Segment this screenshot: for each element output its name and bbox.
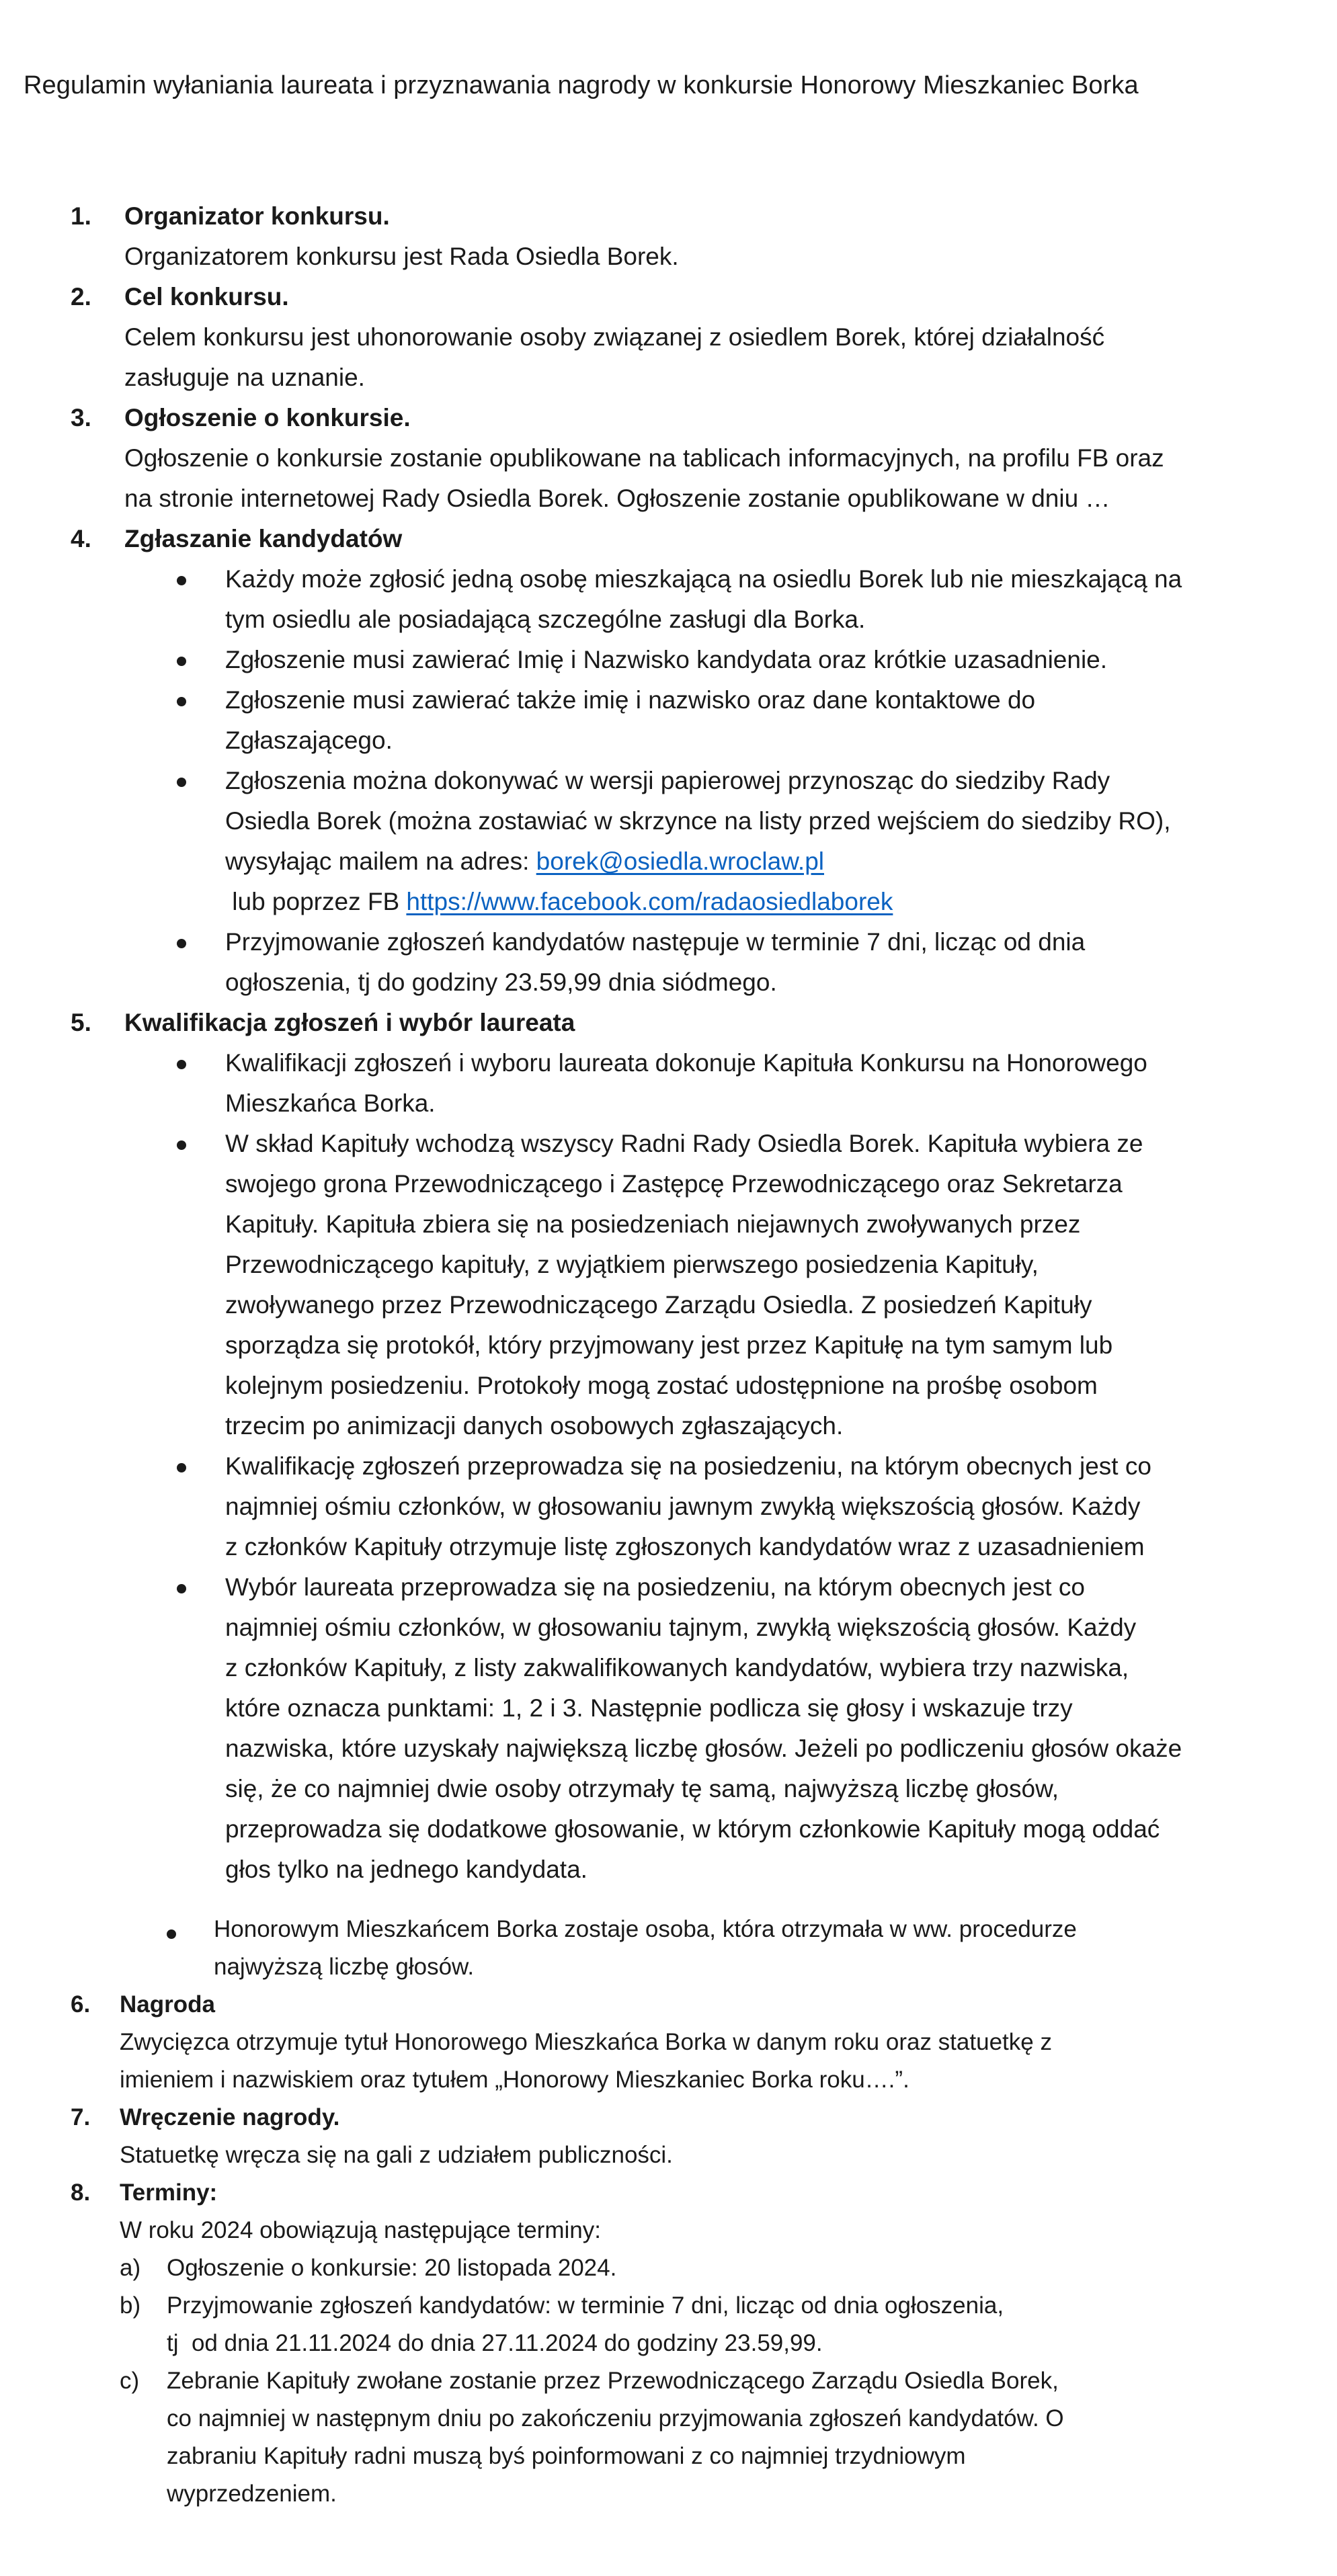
section-number: 5. (71, 1009, 91, 1036)
bullet-icon (177, 657, 186, 666)
bullet-text: Wybór laureata przeprowadza się na posiedzeniu, na którym obecnych jest co (225, 1573, 1085, 1601)
bullet-text: Honorowym Mieszkańcem Borka zostaje osoba, która otrzymała w ww. procedurze (214, 1916, 1077, 1942)
bullet-icon (177, 697, 186, 706)
bullet-text: swojego grona Przewodniczącego i Zastępcę Przewodniczącego oraz Sekretarza (225, 1170, 1123, 1198)
bullet-text: głos tylko na jednego kandydata. (225, 1856, 588, 1883)
item-text: Ogłoszenie o konkursie: 20 listopada 2024. (167, 2255, 617, 2281)
section-text: Celem konkursu jest uhonorowanie osoby związanej z osiedlem Borek, której działalność (124, 323, 1105, 351)
bullet-icon (177, 1140, 186, 1150)
bullet-text: najmniej ośmiu członków, w głosowaniu tajnym, zwykłą większością głosów. Każdy (225, 1614, 1137, 1641)
item-text: zabraniu Kapituły radni muszą byś poinformowani z co najmniej trzydniowym (167, 2443, 966, 2469)
section-text: zasługuje na uznanie. (124, 364, 365, 391)
bullet-text: Przyjmowanie zgłoszeń kandydatów następuje w terminie 7 dni, licząc od dnia (225, 928, 1086, 956)
section-heading: Wręczenie nagrody. (120, 2104, 340, 2130)
bullet-text (225, 887, 893, 917)
bullet-text: które oznacza punktami: 1, 2 i 3. Następnie podlicza się głosy i wskazuje trzy (225, 1694, 1073, 1722)
fb-prefix: lub poprzez FB (225, 888, 407, 915)
section-text: Ogłoszenie o konkursie zostanie opublikowane na tablicach informacyjnych, na profilu FB oraz (124, 444, 1164, 472)
item-text: co najmniej w następnym dniu po zakończeniu przyjmowania zgłoszeń kandydatów. O (167, 2405, 1064, 2432)
bullet-text: przeprowadza się dodatkowe głosowanie, w którym członkowie Kapituły mogą oddać (225, 1815, 1160, 1843)
section-number: 7. (71, 2104, 91, 2130)
item-letter: c) (120, 2368, 140, 2394)
bullet-text: Przewodniczącego kapituły, z wyjątkiem pierwszego posiedzenia Kapituły, (225, 1251, 1039, 1278)
bullet-text: Zgłaszającego. (225, 726, 393, 754)
bullet-text: trzecim po animizacji danych osobowych zgłaszających. (225, 1412, 844, 1440)
section-heading: Zgłaszanie kandydatów (124, 525, 403, 552)
item-text: Przyjmowanie zgłoszeń kandydatów: w terminie 7 dni, licząc od dnia ogłoszenia, (167, 2292, 1004, 2319)
section-heading: Kwalifikacja zgłoszeń i wybór laureata (124, 1009, 575, 1036)
section-text: Statuetkę wręcza się na gali z udziałem publiczności. (120, 2142, 673, 2168)
bullet-icon (177, 1584, 186, 1593)
bullet-icon (177, 1463, 186, 1472)
bullet-text: Zgłoszenia można dokonywać w wersji papierowej przynosząc do siedziby Rady (225, 767, 1110, 794)
bullet-icon (177, 1060, 186, 1069)
section-heading: Organizator konkursu. (124, 202, 390, 230)
section-text: W roku 2024 obowiązują następujące terminy: (120, 2217, 601, 2243)
bullet-text: się, że co najmniej dwie osoby otrzymały tę samą, najwyższą liczbę głosów, (225, 1775, 1059, 1802)
section-number: 6. (71, 1991, 91, 2018)
bullet-text: najwyższą liczbę głosów. (214, 1954, 475, 1980)
section-text: Zwycięzca otrzymuje tytuł Honorowego Mieszkańca Borka w danym roku oraz statuetkę z (120, 2029, 1052, 2055)
section-heading: Nagroda (120, 1991, 215, 2018)
bullet-text: sporządza się protokół, który przyjmowany jest przez Kapitułę na tym samym lub (225, 1331, 1113, 1359)
section-number: 2. (71, 283, 91, 310)
bullet-text: najmniej ośmiu członków, w głosowaniu jawnym zwykłą większością głosów. Każdy (225, 1493, 1141, 1520)
bullet-text: z członków Kapituły otrzymuje listę zgłoszonych kandydatów wraz z uzasadnieniem (225, 1533, 1145, 1561)
section-text: na stronie internetowej Rady Osiedla Borek. Ogłoszenie zostanie opublikowane w dniu … (124, 485, 1110, 512)
item-text: wyprzedzeniem. (167, 2481, 337, 2507)
section-heading: Cel konkursu. (124, 283, 289, 310)
section-number: 4. (71, 525, 91, 552)
bullet-text: nazwiska, które uzyskały największą liczbę głosów. Jeżeli po podliczeniu głosów okaże (225, 1735, 1182, 1762)
item-letter: a) (120, 2255, 141, 2281)
bullet-text (225, 847, 824, 876)
section-heading: Terminy: (120, 2179, 218, 2206)
section-number: 3. (71, 404, 91, 431)
bullet-text: Kapituły. Kapituła zbiera się na posiedzeniach niejawnych zwoływanych przez (225, 1210, 1081, 1238)
bullet-text: Każdy może zgłosić jedną osobę mieszkającą na osiedlu Borek lub nie mieszkającą na (225, 565, 1182, 593)
bullet-text: Kwalifikację zgłoszeń przeprowadza się na posiedzeniu, na którym obecnych jest co (225, 1452, 1151, 1480)
bullet-text: Zgłoszenie musi zawierać Imię i Nazwisko kandydata oraz krótkie uzasadnienie. (225, 646, 1108, 673)
email-prefix: wysyłając mailem na adres: (225, 847, 536, 875)
bullet-text: Osiedla Borek (można zostawiać w skrzynce na listy przed wejściem do siedziby RO), (225, 807, 1171, 835)
bullet-text: zwoływanego przez Przewodniczącego Zarządu Osiedla. Z posiedzeń Kapituły (225, 1291, 1092, 1319)
bullet-icon (177, 576, 186, 585)
bullet-text: Mieszkańca Borka. (225, 1089, 436, 1117)
email-link[interactable]: borek@osiedla.wroclaw.pl (536, 847, 824, 875)
bullet-icon (177, 939, 186, 948)
section-number: 8. (71, 2179, 91, 2206)
section-text: Organizatorem konkursu jest Rada Osiedla Borek. (124, 243, 679, 270)
item-text: Zebranie Kapituły zwołane zostanie przez Przewodniczącego Zarządu Osiedla Borek, (167, 2368, 1059, 2394)
bullet-text: W skład Kapituły wchodzą wszyscy Radni Rady Osiedla Borek. Kapituła wybiera ze (225, 1130, 1143, 1157)
bullet-text: tym osiedlu ale posiadającą szczególne zasługi dla Borka. (225, 606, 866, 633)
bullet-text: ogłoszenia, tj do godziny 23.59,99 dnia siódmego. (225, 968, 777, 996)
item-letter: b) (120, 2292, 141, 2319)
bullet-icon (167, 1929, 176, 1939)
bullet-text: kolejnym posiedzeniu. Protokoły mogą zostać udostępnione na prośbę osobom (225, 1372, 1098, 1399)
bullet-text: Zgłoszenie musi zawierać także imię i nazwisko oraz dane kontaktowe do (225, 686, 1036, 714)
facebook-link[interactable]: https://www.facebook.com/radaosiedlaborek (406, 888, 893, 915)
bullet-icon (177, 778, 186, 787)
item-text: tj od dnia 21.11.2024 do dnia 27.11.2024 do godziny 23.59,99. (167, 2330, 823, 2356)
section-heading: Ogłoszenie o konkursie. (124, 404, 411, 431)
document-title: Regulamin wyłaniania laureata i przyznawania nagrody w konkursie Honorowy Mieszkaniec Borka (24, 71, 1139, 99)
bullet-text: z członków Kapituły, z listy zakwalifikowanych kandydatów, wybiera trzy nazwiska, (225, 1654, 1129, 1681)
bullet-text: Kwalifikacji zgłoszeń i wyboru laureata dokonuje Kapituła Konkursu na Honorowego (225, 1049, 1147, 1077)
section-text: imieniem i nazwiskiem oraz tytułem „Honorowy Mieszkaniec Borka roku….”. (120, 2067, 909, 2093)
section-number: 1. (71, 202, 91, 230)
